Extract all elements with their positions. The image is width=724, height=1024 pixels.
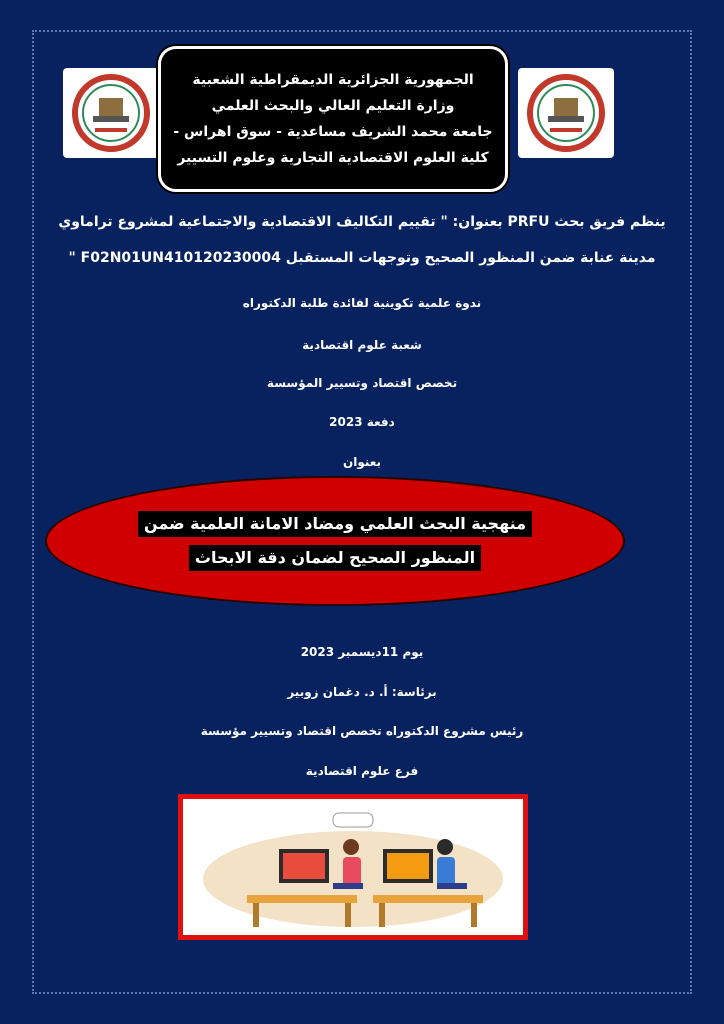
event-cohort: دفعة 2023 (329, 415, 395, 429)
chair-role: رئيس مشروع الدكتوراه تخصص اقتصاد وتسيير مؤسسة (200, 724, 524, 738)
announcement-line-2: مدينة عنابة ضمن المنظور الصحيح وتوجهات المستقبل F02N01UN410120230004 " (68, 250, 656, 266)
title-label: بعنوان (342, 455, 382, 469)
header-line: كلية العلوم الاقتصادية التجارية وعلوم التسيير (177, 150, 489, 166)
event-branch: شعبة علوم اقتصادية (302, 338, 422, 352)
header-line: وزارة التعليم العالي والبحث العلمي (211, 98, 455, 114)
event-type: ندوة علمية تكوينية لفائدة طلبة الدكتوراه (242, 296, 482, 310)
announcement-line-1: ينظم فريق بحث PRFU بعنوان: " تقييم التكاليف الاقتصادية والاجتماعية لمشروع تراماوي (58, 214, 666, 230)
university-logo-left (63, 68, 159, 158)
event-specialty: تخصص اقتصاد وتسيير المؤسسة (266, 376, 458, 390)
event-chair: برئاسة: أ. د. دغمان زوبير (287, 685, 437, 699)
institution-header (158, 46, 508, 192)
header-line: جامعة محمد الشريف مساعدية - سوق اهراس - (173, 124, 493, 140)
university-logo-right (518, 68, 614, 158)
header-line: الجمهورية الجزائرية الديمقراطية الشعبية (192, 72, 474, 88)
seminar-title-line-1: منهجية البحث العلمي ومضاد الامانة العلمية ضمن (138, 511, 532, 537)
seminar-title-line-2: المنظور الصحيح لضمان دقة الابحاث (189, 545, 481, 571)
department: فرع علوم اقتصادية (305, 764, 419, 778)
event-date: يوم 11ديسمبر 2023 (300, 645, 424, 659)
illustration-people-at-computers (178, 794, 528, 940)
seminar-title (45, 476, 625, 606)
